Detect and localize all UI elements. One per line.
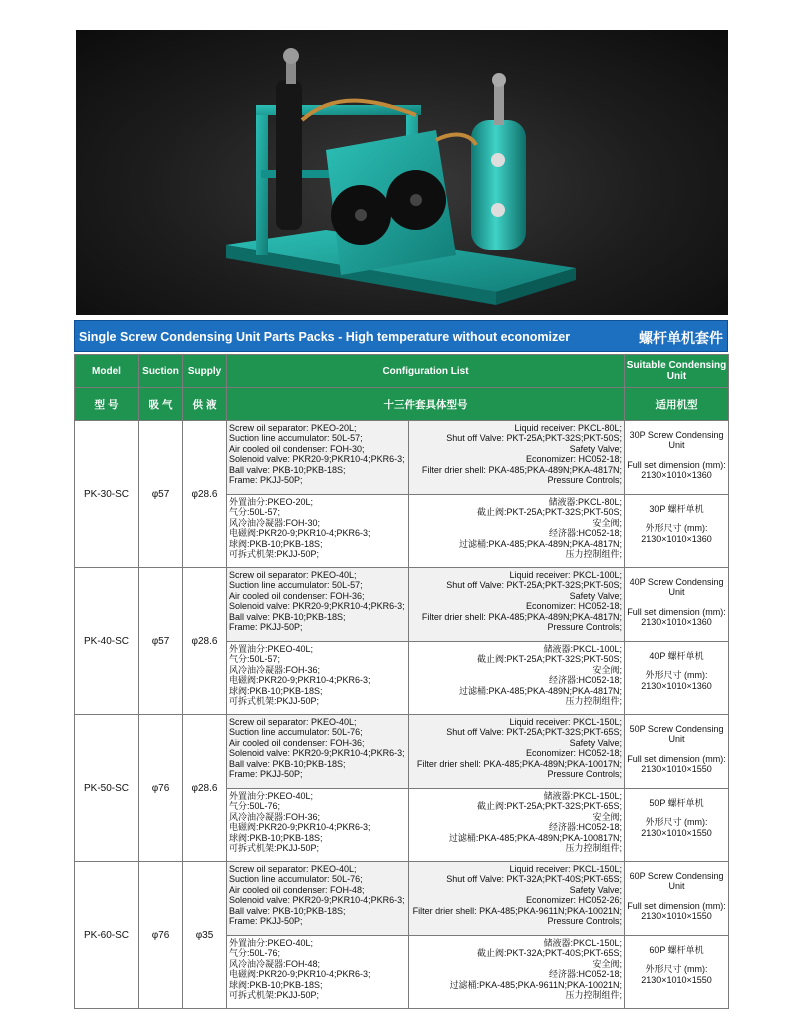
table-title-zh: 螺杆单机套件	[639, 330, 723, 346]
condensing-unit-illustration	[76, 30, 728, 315]
config-list-en-left: Screw oil separator: PKEO-40L; Suction line accumulator: 50L-57; Air cooled oil condenser: FOH-36; Solenoid valve: PKR20-9;PKR10-4;PKR6-3; Ball valve: PKB-10;PKB-18S; Frame: PKJJ-50P;	[227, 568, 409, 642]
suitable-unit-name: 40P Screw Condensing Unit	[629, 577, 724, 598]
model-cell: PK-60-SC	[75, 862, 139, 1009]
suitable-unit-zh	[625, 789, 729, 862]
suitable-unit-en	[625, 568, 729, 642]
suitable-unit-name-zh: 40P 螺杆单机	[649, 651, 704, 661]
header-suction: Suction	[139, 355, 183, 388]
table-row	[75, 568, 729, 642]
header-model-zh: 型 号	[75, 388, 139, 421]
config-list-en-right: Liquid receiver: PKCL-80L; Shut off Valve: PKT-25A;PKT-32S;PKT-50S; Safety Valve; Economizer: HC052-18; Filter drier shell: PKA-485;PKA-489N;PKA-4817N; Pressure Controls;	[409, 421, 625, 495]
config-list-zh-right: 储液器:PKCL-100L; 截止阀:PKT-25A;PKT-32S;PKT-50S; 安全阀; 经济器:HC052-18; 过滤桶:PKA-485;PKA-489N;PKA-4817N; 压力控制组件;	[409, 642, 625, 715]
config-list-en-right: Liquid receiver: PKCL-150L; Shut off Valve: PKT-25A;PKT-32S;PKT-65S; Safety Valve; Economizer: HC052-18; Filter drier shell: PKA-485;PKA-489N;PKA-10017N; Pressure Controls;	[409, 715, 625, 789]
header-configuration: Configuration List	[227, 355, 625, 388]
supply-cell: φ28.6	[183, 421, 227, 568]
header-supply: Supply	[183, 355, 227, 388]
supply-cell: φ28.6	[183, 568, 227, 715]
config-list-zh-left: 外置油分:PKEO-40L; 气分:50L-76; 风冷油冷凝器:FOH-36; 电磁阀:PKR20-9;PKR10-4;PKR6-3; 球阀:PKB-10;PKB-18S; 可拆式机架:PKJJ-50P;	[227, 789, 409, 862]
model-cell: PK-30-SC	[75, 421, 139, 568]
suction-cell: φ76	[139, 715, 183, 862]
dimension-value: 2130×1010×1550	[641, 764, 712, 775]
suitable-unit-en	[625, 421, 729, 495]
config-list-zh-right: 储液器:PKCL-150L; 截止阀:PKT-25A;PKT-32S;PKT-65S; 安全阀; 经济器:HC052-18; 过滤桶:PKA-485;PKA-489N;PKA-100817N; 压力控制组件;	[409, 789, 625, 862]
suction-cell: φ57	[139, 568, 183, 715]
dimension-value: 2130×1010×1550	[641, 911, 712, 922]
dimension-label: Full set dimension (mm):	[627, 900, 726, 911]
table-row	[75, 862, 729, 936]
header-model: Model	[75, 355, 139, 388]
dimension-label-zh: 外形尺寸 (mm):	[645, 670, 708, 681]
header-supply-zh: 供 液	[183, 388, 227, 421]
table-title-en: Single Screw Condensing Unit Parts Packs - High temperature without economizer	[79, 330, 571, 344]
dimension-value: 2130×1010×1360	[641, 617, 712, 628]
table-row	[75, 715, 729, 789]
config-list-en-left: Screw oil separator: PKEO-40L; Suction line accumulator: 50L-76; Air cooled oil condenser: FOH-48; Solenoid valve: PKR20-9;PKR10-4;PKR6-3; Ball valve: PKB-10;PKB-18S; Frame: PKJJ-50P;	[227, 862, 409, 936]
supply-cell: φ28.6	[183, 715, 227, 862]
config-list-zh-left: 外置油分:PKEO-40L; 气分:50L-76; 风冷油冷凝器:FOH-48; 电磁阀:PKR20-9;PKR10-4;PKR6-3; 球阀:PKB-10;PKB-18S; 可拆式机架:PKJJ-50P;	[227, 936, 409, 1009]
suitable-unit-en	[625, 715, 729, 789]
suitable-unit-name: 30P Screw Condensing Unit	[629, 430, 724, 451]
dimension-label: Full set dimension (mm):	[627, 459, 726, 470]
config-list-en-right: Liquid receiver: PKCL-100L; Shut off Valve: PKT-25A;PKT-32S;PKT-50S; Safety Valve; Economizer: HC052-18; Filter drier shell: PKA-485;PKA-489N;PKA-4817N; Pressure Controls;	[409, 568, 625, 642]
dimension-label-zh: 外形尺寸 (mm):	[645, 964, 708, 975]
config-list-en-left: Screw oil separator: PKEO-40L; Suction line accumulator: 50L-76; Air cooled oil condenser: FOH-36; Solenoid valve: PKR20-9;PKR10-4;PKR6-3; Ball valve: PKB-10;PKB-18S; Frame: PKJJ-50P;	[227, 715, 409, 789]
suitable-unit-name: 60P Screw Condensing Unit	[629, 871, 724, 892]
config-list-en-left: Screw oil separator: PKEO-20L; Suction line accumulator: 50L-57; Air cooled oil condenser: FOH-30; Solenoid valve: PKR20-9;PKR10-4;PKR6-3; Ball valve: PKB-10;PKB-18S; Frame: PKJJ-50P;	[227, 421, 409, 495]
dimension-value: 2130×1010×1360	[641, 470, 712, 481]
config-list-zh-left: 外置油分:PKEO-40L; 气分:50L-57; 风冷油冷凝器:FOH-36; 电磁阀:PKR20-9;PKR10-4;PKR6-3; 球阀:PKB-10;PKB-18S; 可拆式机架:PKJJ-50P;	[227, 642, 409, 715]
supply-cell: φ35	[183, 862, 227, 1009]
suction-cell: φ76	[139, 862, 183, 1009]
suitable-unit-zh	[625, 642, 729, 715]
header-suction-zh: 吸 气	[139, 388, 183, 421]
header-row-en	[75, 355, 729, 388]
dimension-label: Full set dimension (mm):	[627, 753, 726, 764]
header-suitable-unit-zh: 适用机型	[625, 388, 729, 421]
suitable-unit-name: 50P Screw Condensing Unit	[629, 724, 724, 745]
header-suitable-unit: Suitable Condensing Unit	[625, 355, 729, 388]
dimension-value-zh: 2130×1010×1360	[641, 680, 712, 691]
suitable-unit-name-zh: 30P 螺杆单机	[649, 504, 704, 514]
config-list-zh-right: 储液器:PKCL-80L; 截止阀:PKT-25A;PKT-32S;PKT-50S; 安全阀; 经济器:HC052-18; 过滤桶:PKA-485;PKA-489N;PKA-4817N; 压力控制组件;	[409, 495, 625, 568]
suitable-unit-name-zh: 50P 螺杆单机	[649, 798, 704, 808]
parts-pack-table	[74, 354, 729, 1009]
dimension-value-zh: 2130×1010×1550	[641, 827, 712, 838]
suitable-unit-name-zh: 60P 螺杆单机	[649, 945, 704, 955]
product-photo	[76, 30, 728, 315]
header-configuration-zh: 十三件套具体型号	[227, 388, 625, 421]
dimension-label-zh: 外形尺寸 (mm):	[645, 523, 708, 534]
suitable-unit-zh	[625, 495, 729, 568]
suitable-unit-en	[625, 862, 729, 936]
suitable-unit-zh	[625, 936, 729, 1009]
table-title-banner	[74, 320, 728, 352]
config-list-en-right: Liquid receiver: PKCL-150L; Shut off Valve: PKT-32A;PKT-40S;PKT-65S; Safety Valve; Economizer: HC052-26; Filter drier shell: PKA-485;PKA-9611N;PKA-10021N; Pressure Controls;	[409, 862, 625, 936]
config-list-zh-left: 外置油分:PKEO-20L; 气分:50L-57; 风冷油冷凝器:FOH-30; 电磁阀:PKR20-9;PKR10-4;PKR6-3; 球阀:PKB-10;PKB-18S; 可拆式机架:PKJJ-50P;	[227, 495, 409, 568]
dimension-value-zh: 2130×1010×1550	[641, 974, 712, 985]
dimension-label-zh: 外形尺寸 (mm):	[645, 817, 708, 828]
header-row-zh	[75, 388, 729, 421]
suction-cell: φ57	[139, 421, 183, 568]
model-cell: PK-40-SC	[75, 568, 139, 715]
config-list-zh-right: 储液器:PKCL-150L; 截止阀:PKT-32A;PKT-40S;PKT-65S; 安全阀; 经济器:HC052-18; 过滤桶:PKA-485;PKA-9611N;PKA-10021N; 压力控制组件;	[409, 936, 625, 1009]
dimension-label: Full set dimension (mm):	[627, 606, 726, 617]
model-cell: PK-50-SC	[75, 715, 139, 862]
dimension-value-zh: 2130×1010×1360	[641, 533, 712, 544]
table-row	[75, 421, 729, 495]
